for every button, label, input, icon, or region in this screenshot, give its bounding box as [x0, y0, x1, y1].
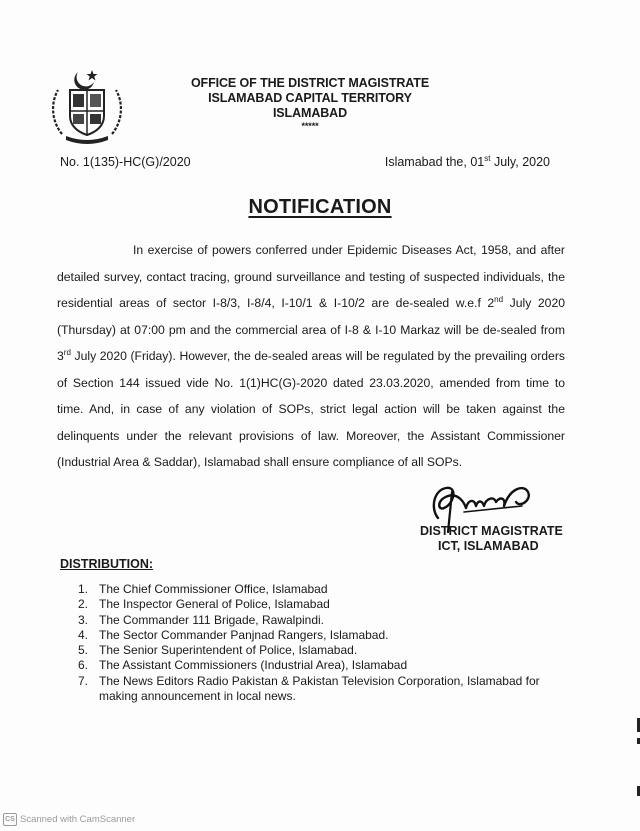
signatory-title: DISTRICT MAGISTRATE — [420, 524, 563, 538]
date-prefix: Islamabad the, 01 — [384, 155, 485, 169]
list-item — [78, 582, 568, 597]
list-item-number: 6. — [78, 658, 89, 673]
office-title: OFFICE OF THE DISTRICT MAGISTRATE — [190, 76, 430, 90]
list-item-text: The Assistant Commissioners (Industrial Area), Islamabad — [99, 658, 408, 673]
list-item — [78, 658, 568, 673]
notification-title-text: NOTIFICATION — [248, 196, 392, 218]
body-part-1: In exercise of powers conferred under Epidemic Diseases Act, 1958, and after detailed survey, contact tracing, ground surveillance and testing of suspected individuals, the residential areas of sector I-8/3, I-8/4, I-10/1 & I-10/2 are de-sealed w.e.f 2 — [57, 243, 565, 310]
list-item-text: The Senior Superintendent of Police, Islamabad. — [99, 643, 358, 658]
date-ordinal: st — [484, 153, 491, 163]
body-ordinal-2: rd — [63, 347, 71, 357]
list-item-number: 7. — [78, 673, 89, 688]
state-emblem-icon — [48, 64, 126, 144]
list-item-number: 5. — [78, 643, 89, 658]
list-item — [78, 628, 568, 643]
scanner-watermark — [3, 813, 135, 826]
list-item — [78, 643, 568, 658]
signatory-office: ICT, ISLAMABAD — [438, 539, 539, 553]
body-part-2: July 2020 (Thursday) at 07:00 pm and the commercial area of I-8 & I-10 Markaz will be de-sealed from 3 — [57, 296, 565, 363]
list-item-text: The Commander 111 Brigade, Rawalpindi. — [99, 612, 325, 627]
reference-number: No. 1(135)-HC(G)/2020 — [60, 155, 191, 169]
body-part-3: July 2020 (Friday). However, the de-sealed areas will be regulated by the prevailing orders of Section 144 issued vide No. 1(1)HC(G)-2020 dated 23.03.2020, amended from time to time. And, in case of any violation of SOPs, strict legal action will be taken against the delinquents under the relevant provisions of law. Moreover, the Assistant Commissioner (Industrial Area & Saddar), Islamabad shall ensure compliance of all SOPs. — [57, 349, 565, 469]
list-item — [78, 613, 568, 628]
notification-title — [0, 196, 640, 219]
header-stars: ***** — [301, 121, 319, 131]
issue-date — [385, 155, 550, 169]
signatory-block — [420, 524, 563, 554]
list-item-number: 3. — [78, 612, 89, 627]
notification-body — [57, 237, 565, 476]
list-item-number: 2. — [78, 597, 89, 612]
list-item-number: 1. — [78, 582, 89, 596]
list-item — [78, 674, 568, 705]
list-item-text: The News Editors Radio Pakistan & Pakistan Television Corporation, Islamabad for making announcement in local news. — [99, 673, 540, 704]
camscanner-logo-icon: CS — [3, 813, 17, 826]
date-suffix: July, 2020 — [490, 155, 550, 169]
list-item-text: The Chief Commissioner Office, Islamabad — [99, 582, 328, 596]
list-item-text: The Inspector General of Police, Islamabad — [99, 597, 330, 612]
distribution-list — [78, 582, 568, 704]
list-item — [78, 597, 568, 612]
list-item-text: The Sector Commander Panjnad Rangers, Islamabad. — [99, 627, 389, 642]
office-territory: ISLAMABAD CAPITAL TERRITORY — [208, 91, 412, 105]
office-city: ISLAMABAD — [272, 106, 348, 120]
distribution-heading: DISTRIBUTION: — [60, 557, 154, 571]
scanner-watermark-text: Scanned with CamScanner — [20, 814, 136, 825]
office-header — [180, 76, 440, 131]
list-item-number: 4. — [78, 627, 89, 642]
body-ordinal-1: nd — [494, 294, 504, 304]
